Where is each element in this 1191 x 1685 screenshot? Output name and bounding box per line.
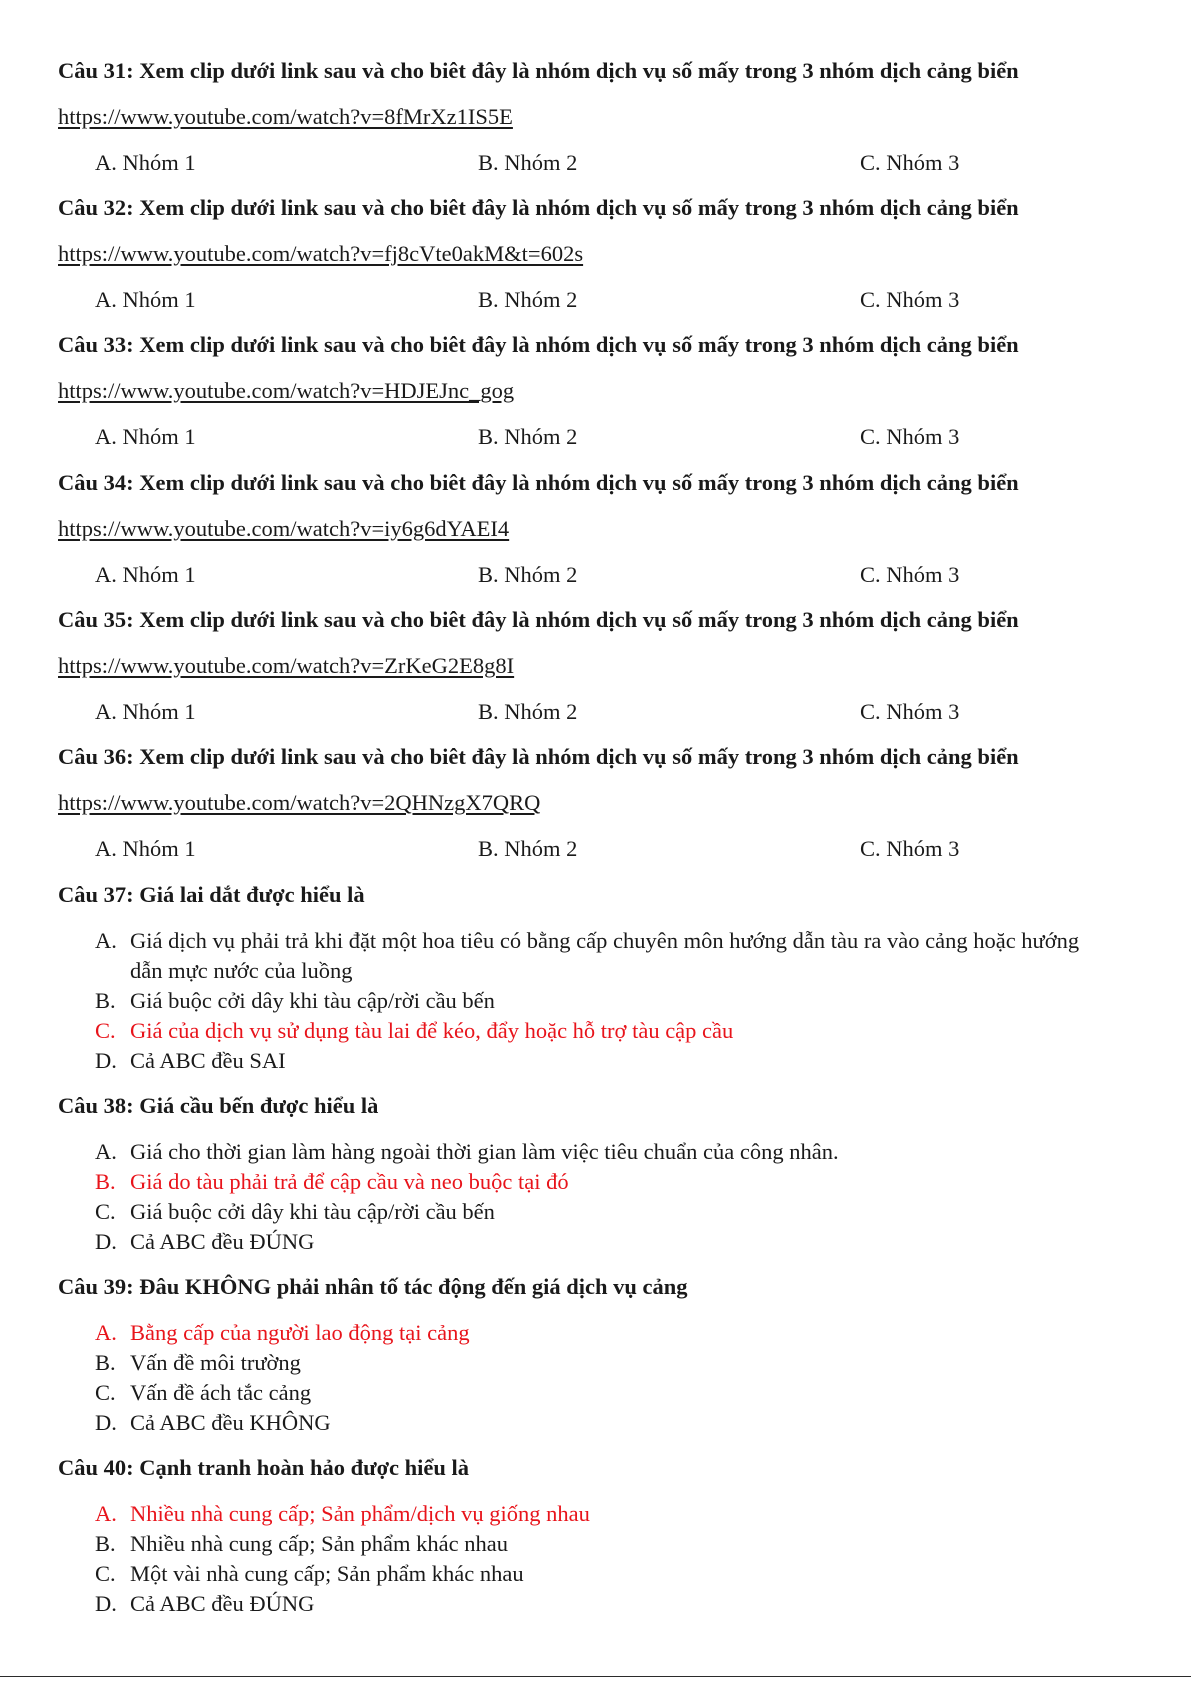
option-letter: D. — [95, 1410, 117, 1435]
option-text: Giá buộc cởi dây khi tàu cập/rời cầu bến — [130, 988, 495, 1013]
video-link[interactable]: https://www.youtube.com/watch?v=2QHNzgX7QRQ — [58, 790, 541, 815]
video-link[interactable]: https://www.youtube.com/watch?v=HDJEJnc_gog — [58, 378, 515, 403]
video-link[interactable]: https://www.youtube.com/watch?v=8fMrXz1IS5E — [58, 104, 513, 129]
question-title: Câu 34: Xem clip dưới link sau và cho biêt đây là nhóm dịch vụ số mấy trong 3 nhóm dịch cảng biển — [58, 470, 1019, 495]
option-c[interactable]: C. Nhóm 3 — [860, 424, 960, 449]
video-link[interactable]: https://www.youtube.com/watch?v=ZrKeG2E8g8I — [58, 653, 515, 678]
question-title: Câu 39: Đâu KHÔNG phải nhân tố tác động đến giá dịch vụ cảng — [58, 1274, 688, 1299]
option-letter: C. — [95, 1380, 116, 1405]
option-d[interactable] — [95, 1408, 1115, 1438]
option-a[interactable] — [95, 1499, 1115, 1529]
option-letter: B. — [95, 1531, 116, 1556]
option-letter: B. — [95, 1169, 116, 1194]
option-c[interactable] — [95, 1378, 1115, 1408]
option-a[interactable] — [95, 1318, 1115, 1348]
option-b[interactable] — [95, 1348, 1115, 1378]
option-letter: A. — [95, 1501, 117, 1526]
option-b[interactable] — [95, 986, 1115, 1016]
option-letter: D. — [95, 1229, 117, 1254]
option-b[interactable]: B. Nhóm 2 — [478, 836, 578, 861]
option-row — [0, 697, 1191, 727]
option-text: Bằng cấp của người lao động tại cảng — [130, 1320, 470, 1345]
option-letter: C. — [95, 1199, 116, 1224]
option-text: Một vài nhà cung cấp; Sản phẩm khác nhau — [130, 1561, 524, 1586]
option-letter: B. — [95, 1350, 116, 1375]
option-c[interactable]: C. Nhóm 3 — [860, 562, 960, 587]
option-c[interactable] — [95, 1197, 1115, 1227]
option-d[interactable] — [95, 1046, 1115, 1076]
question-title: Câu 31: Xem clip dưới link sau và cho biêt đây là nhóm dịch vụ số mấy trong 3 nhóm dịch cảng biển — [58, 58, 1019, 83]
option-text: Vấn đề ách tắc cảng — [130, 1380, 312, 1405]
option-row — [0, 560, 1191, 590]
question-title: Câu 33: Xem clip dưới link sau và cho biêt đây là nhóm dịch vụ số mấy trong 3 nhóm dịch cảng biển — [58, 332, 1019, 357]
option-a[interactable] — [95, 1137, 1115, 1167]
option-row — [0, 422, 1191, 452]
option-row — [0, 834, 1191, 864]
option-c[interactable]: C. Nhóm 3 — [860, 836, 960, 861]
footer-divider — [0, 1676, 1191, 1677]
question-title: Câu 38: Giá cầu bến được hiểu là — [58, 1093, 379, 1118]
option-letter: C. — [95, 1561, 116, 1586]
option-text: Giá do tàu phải trả để cập cầu và neo buộc tại đó — [130, 1169, 569, 1194]
option-a[interactable]: A. Nhóm 1 — [95, 150, 196, 175]
option-letter: D. — [95, 1048, 117, 1073]
option-text: Cả ABC đều ĐÚNG — [130, 1591, 315, 1616]
option-b[interactable] — [95, 1529, 1115, 1559]
option-text: Cả ABC đều SAI — [130, 1048, 286, 1073]
option-text: Giá của dịch vụ sử dụng tàu lai để kéo, đẩy hoặc hỗ trợ tàu cập cầu — [130, 1018, 734, 1043]
option-letter: C. — [95, 1018, 116, 1043]
option-b[interactable]: B. Nhóm 2 — [478, 287, 578, 312]
option-b[interactable]: B. Nhóm 2 — [478, 562, 578, 587]
option-text: Giá cho thời gian làm hàng ngoài thời gian làm việc tiêu chuẩn của công nhân. — [130, 1139, 839, 1164]
option-b[interactable]: B. Nhóm 2 — [478, 699, 578, 724]
option-text: Cả ABC đều ĐÚNG — [130, 1229, 315, 1254]
option-text: Cả ABC đều KHÔNG — [130, 1410, 331, 1435]
option-b[interactable]: B. Nhóm 2 — [478, 424, 578, 449]
option-letter: B. — [95, 988, 116, 1013]
option-a[interactable] — [95, 926, 1115, 986]
question-title: Câu 40: Cạnh tranh hoàn hảo được hiểu là — [58, 1455, 470, 1480]
option-b[interactable] — [95, 1167, 1115, 1197]
question-title: Câu 35: Xem clip dưới link sau và cho biêt đây là nhóm dịch vụ số mấy trong 3 nhóm dịch cảng biển — [58, 607, 1019, 632]
option-a[interactable]: A. Nhóm 1 — [95, 699, 196, 724]
question-title: Câu 32: Xem clip dưới link sau và cho biêt đây là nhóm dịch vụ số mấy trong 3 nhóm dịch cảng biển — [58, 195, 1019, 220]
option-a[interactable]: A. Nhóm 1 — [95, 836, 196, 861]
option-d[interactable] — [95, 1227, 1115, 1257]
option-text: Giá buộc cởi dây khi tàu cập/rời cầu bến — [130, 1199, 495, 1224]
video-link[interactable]: https://www.youtube.com/watch?v=iy6g6dYAEI4 — [58, 516, 510, 541]
option-d[interactable] — [95, 1589, 1115, 1619]
option-letter: A. — [95, 1320, 117, 1345]
option-text: Nhiều nhà cung cấp; Sản phẩm/dịch vụ giống nhau — [130, 1501, 590, 1526]
option-letter: D. — [95, 1591, 117, 1616]
option-c[interactable]: C. Nhóm 3 — [860, 699, 960, 724]
option-text: Giá dịch vụ phải trả khi đặt một hoa tiêu có bằng cấp chuyên môn hướng dẫn tàu ra vào cảng hoặc hướng dẫn mực nước của luồng — [130, 928, 1080, 983]
option-c[interactable]: C. Nhóm 3 — [860, 287, 960, 312]
question-title: Câu 36: Xem clip dưới link sau và cho biêt đây là nhóm dịch vụ số mấy trong 3 nhóm dịch cảng biển — [58, 744, 1019, 769]
option-c[interactable] — [95, 1559, 1115, 1589]
question-title: Câu 37: Giá lai dắt được hiểu là — [58, 882, 365, 907]
option-c[interactable]: C. Nhóm 3 — [860, 150, 960, 175]
option-a[interactable]: A. Nhóm 1 — [95, 562, 196, 587]
option-row — [0, 148, 1191, 178]
option-text: Vấn đề môi trường — [130, 1350, 301, 1375]
option-letter: A. — [95, 928, 117, 953]
option-row — [0, 285, 1191, 315]
option-a[interactable]: A. Nhóm 1 — [95, 424, 196, 449]
option-c[interactable] — [95, 1016, 1115, 1046]
option-letter: A. — [95, 1139, 117, 1164]
option-b[interactable]: B. Nhóm 2 — [478, 150, 578, 175]
video-link[interactable]: https://www.youtube.com/watch?v=fj8cVte0akM&t=602s — [58, 241, 584, 266]
option-a[interactable]: A. Nhóm 1 — [95, 287, 196, 312]
option-text: Nhiều nhà cung cấp; Sản phẩm khác nhau — [130, 1531, 509, 1556]
